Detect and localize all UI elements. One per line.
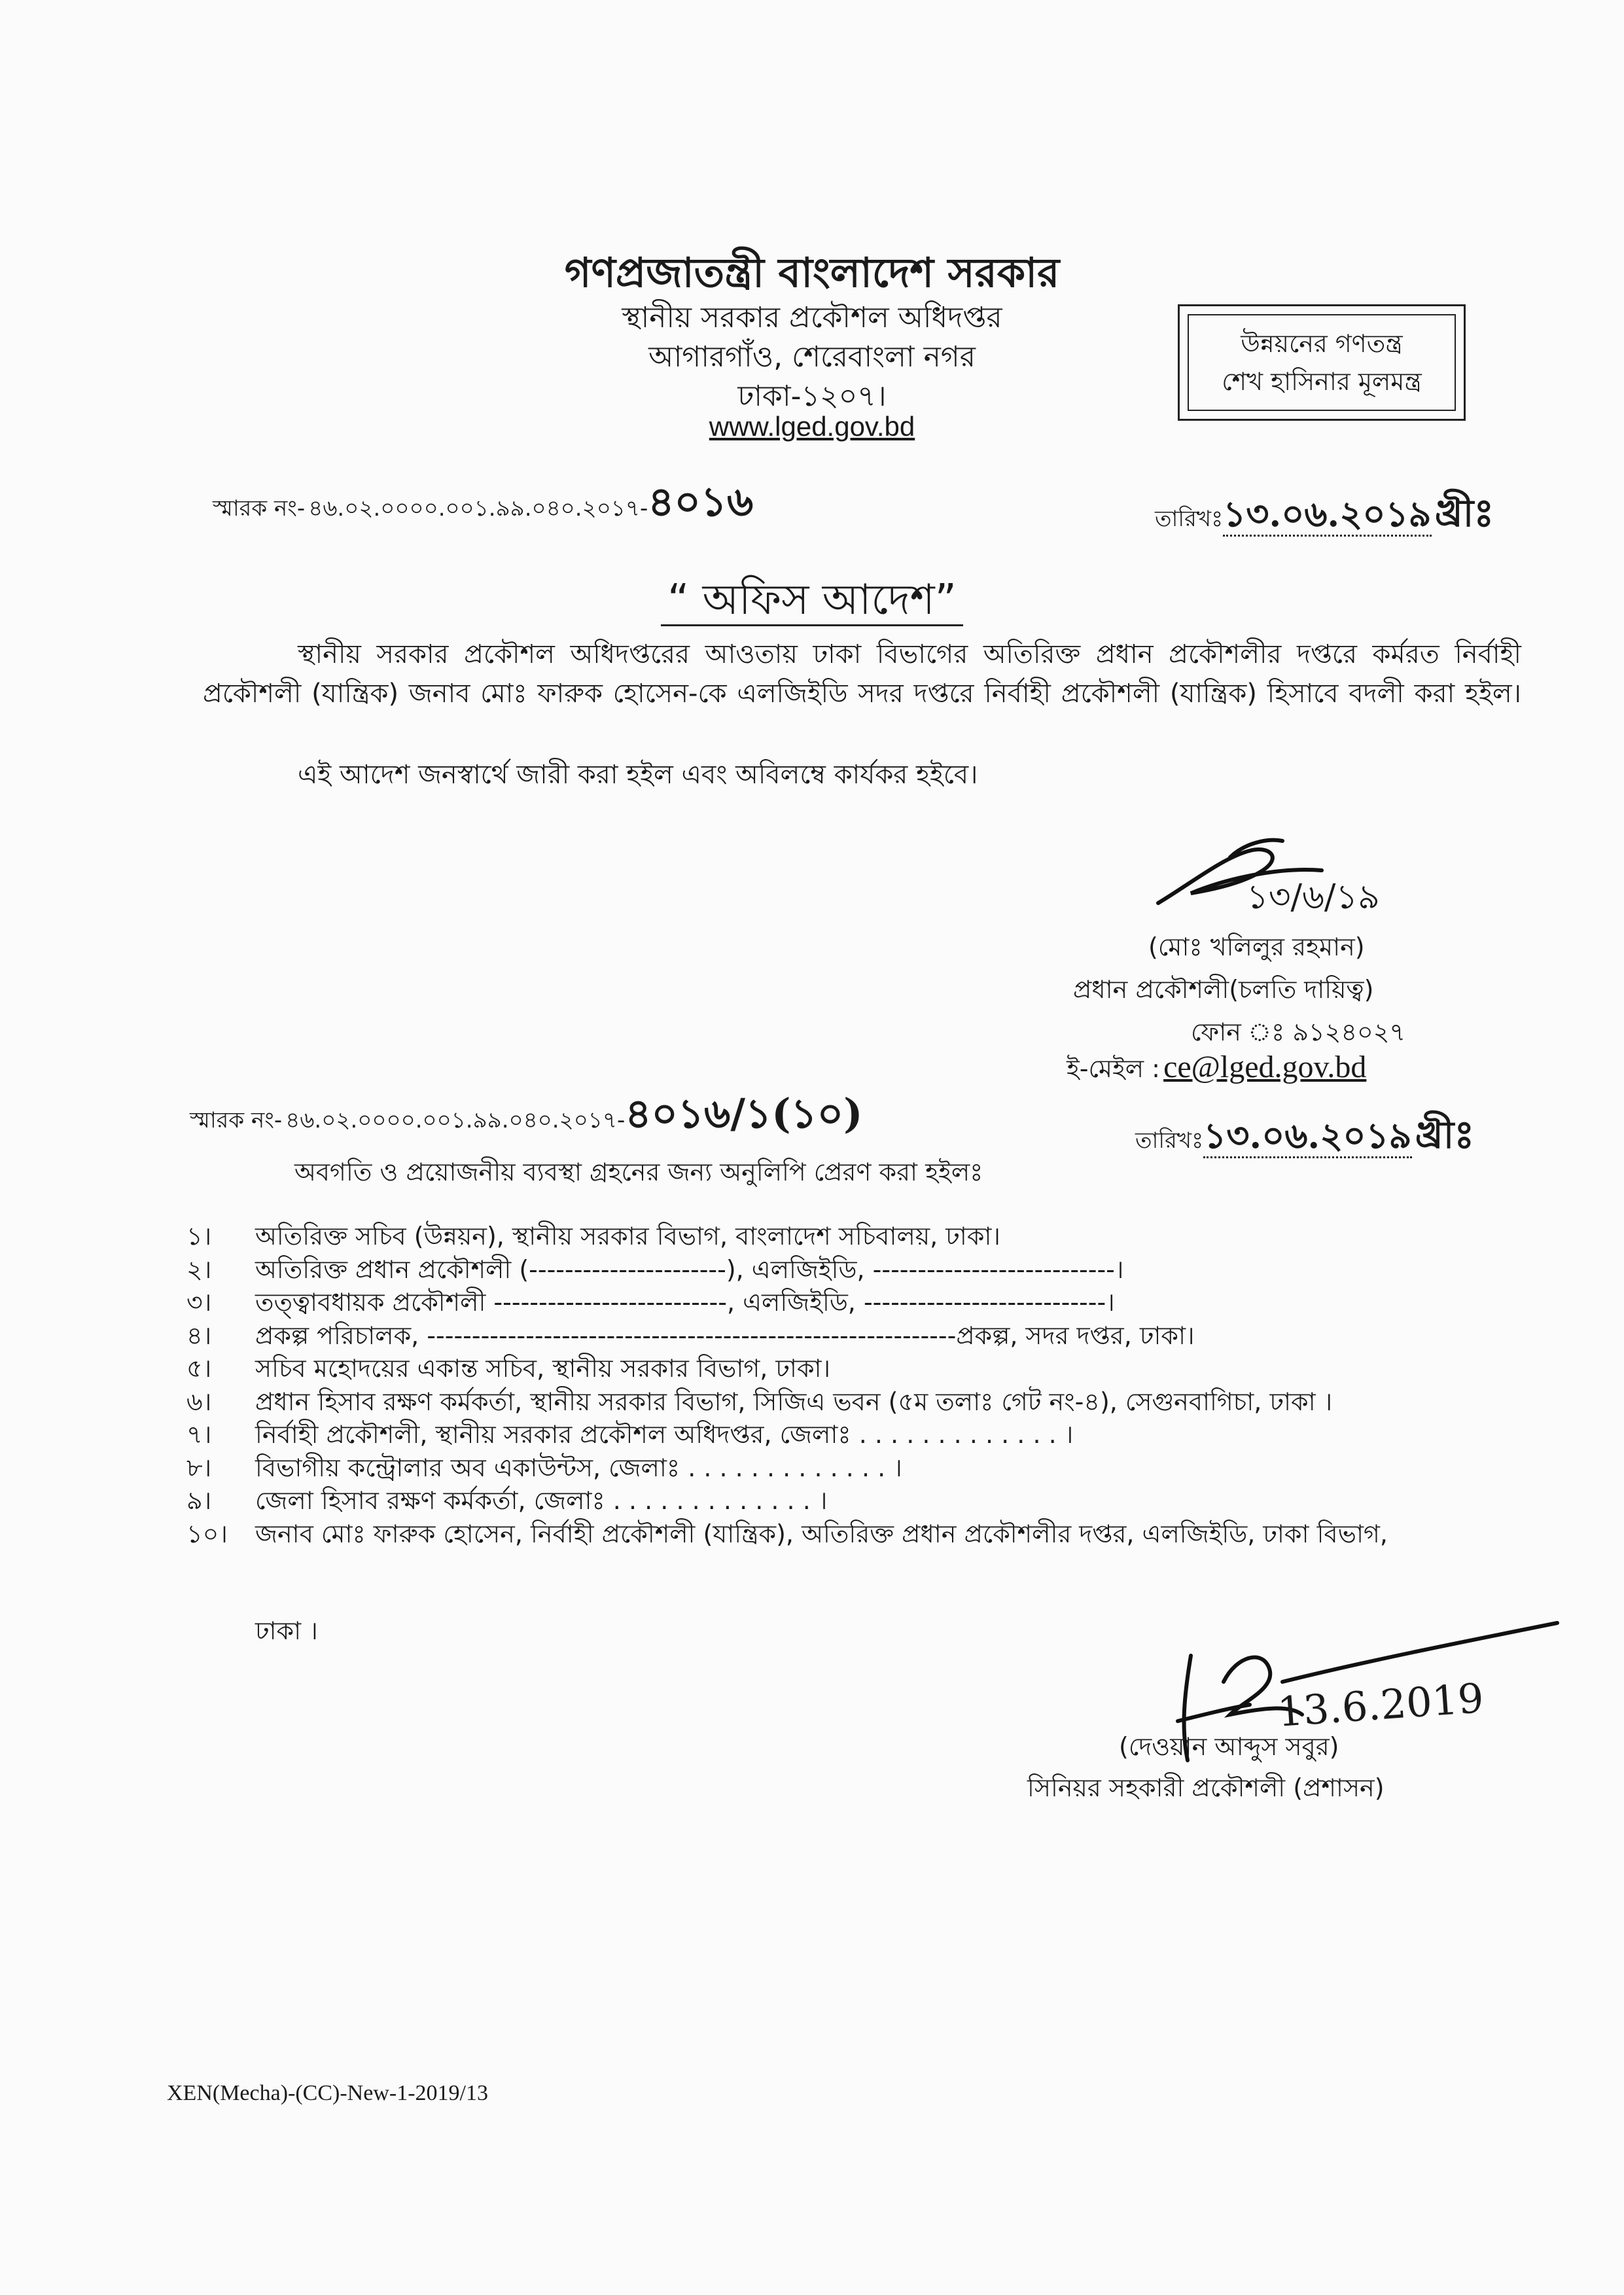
date-value: ১৩.০৬.২০১৯ [1223,493,1431,537]
email-label: ই-মেইল : [1067,1054,1160,1083]
cc-intro: অবগতি ও প্রয়োজনীয় ব্যবস্থা গ্রহনের জন্য অনুলিপি প্রেরণ করা হইলঃ [294,1158,983,1186]
signatory-1-name: (মোঃ খলিলুর রহমান) [1148,933,1365,961]
date-2-label: তারিখঃ [1135,1128,1204,1154]
cc-item-number: ৩। [186,1288,212,1317]
cc-item-text: অতিরিক্ত সচিব (উন্নয়ন), স্থানীয় সরকার বিভাগ, বাংলাদেশ সচিবালয়, ঢাকা। [255,1222,1001,1251]
signatory-1-phone: ফোন ঃ ৯১২৪০২৭ [1191,1018,1406,1046]
signature-2-date: 13.6.2019 [1276,1673,1485,1736]
cc-item-text: জনাব মোঃ ফারুক হোসেন, নির্বাহী প্রকৌশলী (যান্ত্রিক), অতিরিক্ত প্রধান প্রকৌশলীর দপ্তর, এলজিইডি, ঢাকা বিভাগ, [255,1520,1388,1548]
memo-2-handwritten-number: ৪০১৬/১(১০) [625,1090,863,1137]
memo-number: ৪৬.০২.০০০০.০০১.৯৯.০৪০.২০১৭- [308,495,648,522]
memo-label: স্মারক নং- [213,495,306,522]
cc-item-text: তত্ত্বাবধায়ক প্রকৌশলী --------------------------, এলজিইডি, ---------------------------। [255,1288,1115,1317]
cc-item-text: প্রধান হিসাব রক্ষণ কর্মকর্তা, স্থানীয় সরকার বিভাগ, সিজিএ ভবন (৫ম তলাঃ গেট নং-৪), সেগুনবাগিচা, ঢাকা । [255,1387,1333,1416]
cc-item-number: ১। [186,1222,212,1251]
date-2-value: ১৩.০৬.২০১৯ [1203,1114,1411,1158]
order-line-1: স্থানীয় সরকার প্রকৌশল অধিদপ্তরের আওতায় ঢাকা বিভাগের অতিরিক্ত প্রধান প্রকৌশলীর দপ্তরে কর্মরত নির্বাহী [298,639,1521,669]
memo-date-2 [1135,1106,1474,1169]
order-line-2: প্রকৌশলী (যান্ত্রিক) জনাব মোঃ ফারুক হোসেন-কে এলজিইডি সদর দপ্তরে নির্বাহী প্রকৌশলী (যান্ত্রিক) হিসাবে বদলী করা হইল। [203,679,1521,709]
cc-list-continuation: ঢাকা । [255,1616,318,1645]
cc-item-number: ১০। [186,1520,228,1548]
cc-item-number: ৫। [186,1354,212,1383]
memo-2-label: স্মারক নং- [190,1107,283,1133]
date-2-suffix: খ্রীঃ [1415,1112,1475,1157]
slogan-line-1: উন্নয়নের গণতন্ত্র [1241,329,1403,358]
memo-number-2 [190,1083,862,1150]
cc-item-number: ২। [186,1255,212,1284]
website-link[interactable]: www.lged.gov.bd [709,411,915,442]
government-name: গণপ্রজাতন্ত্রী বাংলাদেশ সরকার [564,249,1060,296]
cc-item-number: ৯। [186,1486,212,1515]
date-label: তারিখঃ [1155,506,1224,532]
memo-date-1 [1155,484,1494,548]
memo-number-1 [213,471,753,539]
address-line-1: আগারগাঁও, শেরেবাংলা নগর [648,340,976,374]
cc-item-number: ৪। [186,1321,212,1350]
memo-handwritten-number: ৪০১৬ [648,478,754,525]
document-reference: XEN(Mecha)-(CC)-New-1-2019/13 [167,2081,488,2105]
cc-item-number: ৬। [186,1387,212,1416]
order-line-3: এই আদেশ জনস্বার্থে জারী করা হইল এবং অবিলম্বে কার্যকর হইবে। [298,760,978,790]
cc-item-number: ৮। [186,1453,212,1482]
signatory-1-designation: প্রধান প্রকৌশলী(চলতি দায়িত্ব) [1073,975,1374,1004]
document-title: “ অফিস আদেশ” [0,568,1624,638]
signatory-2-name: (দেওয়ান আব্দুস সবুর) [1119,1732,1339,1761]
department-name: স্থানীয় সরকার প্রকৌশল অধিদপ্তর [622,301,1002,334]
cc-item-number: ৭। [186,1420,212,1449]
cc-item-text: অতিরিক্ত প্রধান প্রকৌশলী (----------------------), এলজিইডি, ---------------------------। [255,1255,1124,1284]
date-suffix: খ্রীঃ [1434,491,1494,535]
email-link[interactable]: ce@lged.gov.bd [1163,1050,1367,1084]
slogan-box [1178,304,1466,421]
cc-item-text: বিভাগীয় কন্ট্রোলার অব একাউন্টস, জেলাঃ . . . . . . . . . . . . . । [255,1453,902,1482]
memo-2-number: ৪৬.০২.০০০০.০০১.৯৯.০৪০.২০১৭- [285,1107,626,1133]
slogan-line-2: শেখ হাসিনার মূলমন্ত্র [1222,367,1422,396]
cc-item-text: নির্বাহী প্রকৌশলী, স্থানীয় সরকার প্রকৌশল অধিদপ্তর, জেলাঃ . . . . . . . . . . . . . । [255,1420,1074,1449]
cc-item-text: সচিব মহোদয়ের একান্ত সচিব, স্থানীয় সরকার বিভাগ, ঢাকা। [255,1354,831,1383]
signatory-1-email-row [1067,1049,1366,1092]
cc-item-text: প্রকল্প পরিচালক, -----------------------------------------------------------প্রকল্প, সদর দপ্তর, ঢাকা। [255,1321,1195,1350]
signatory-2-designation: সিনিয়র সহকারী প্রকৌশলী (প্রশাসন) [1027,1773,1385,1802]
address-line-2: ঢাকা-১২০৭। [737,380,887,413]
signature-1-date: ১৩/৬/১৯ [1246,878,1380,917]
cc-item-text: জেলা হিসাব রক্ষণ কর্মকর্তা, জেলাঃ . . . . . . . . . . . . . । [255,1486,828,1515]
